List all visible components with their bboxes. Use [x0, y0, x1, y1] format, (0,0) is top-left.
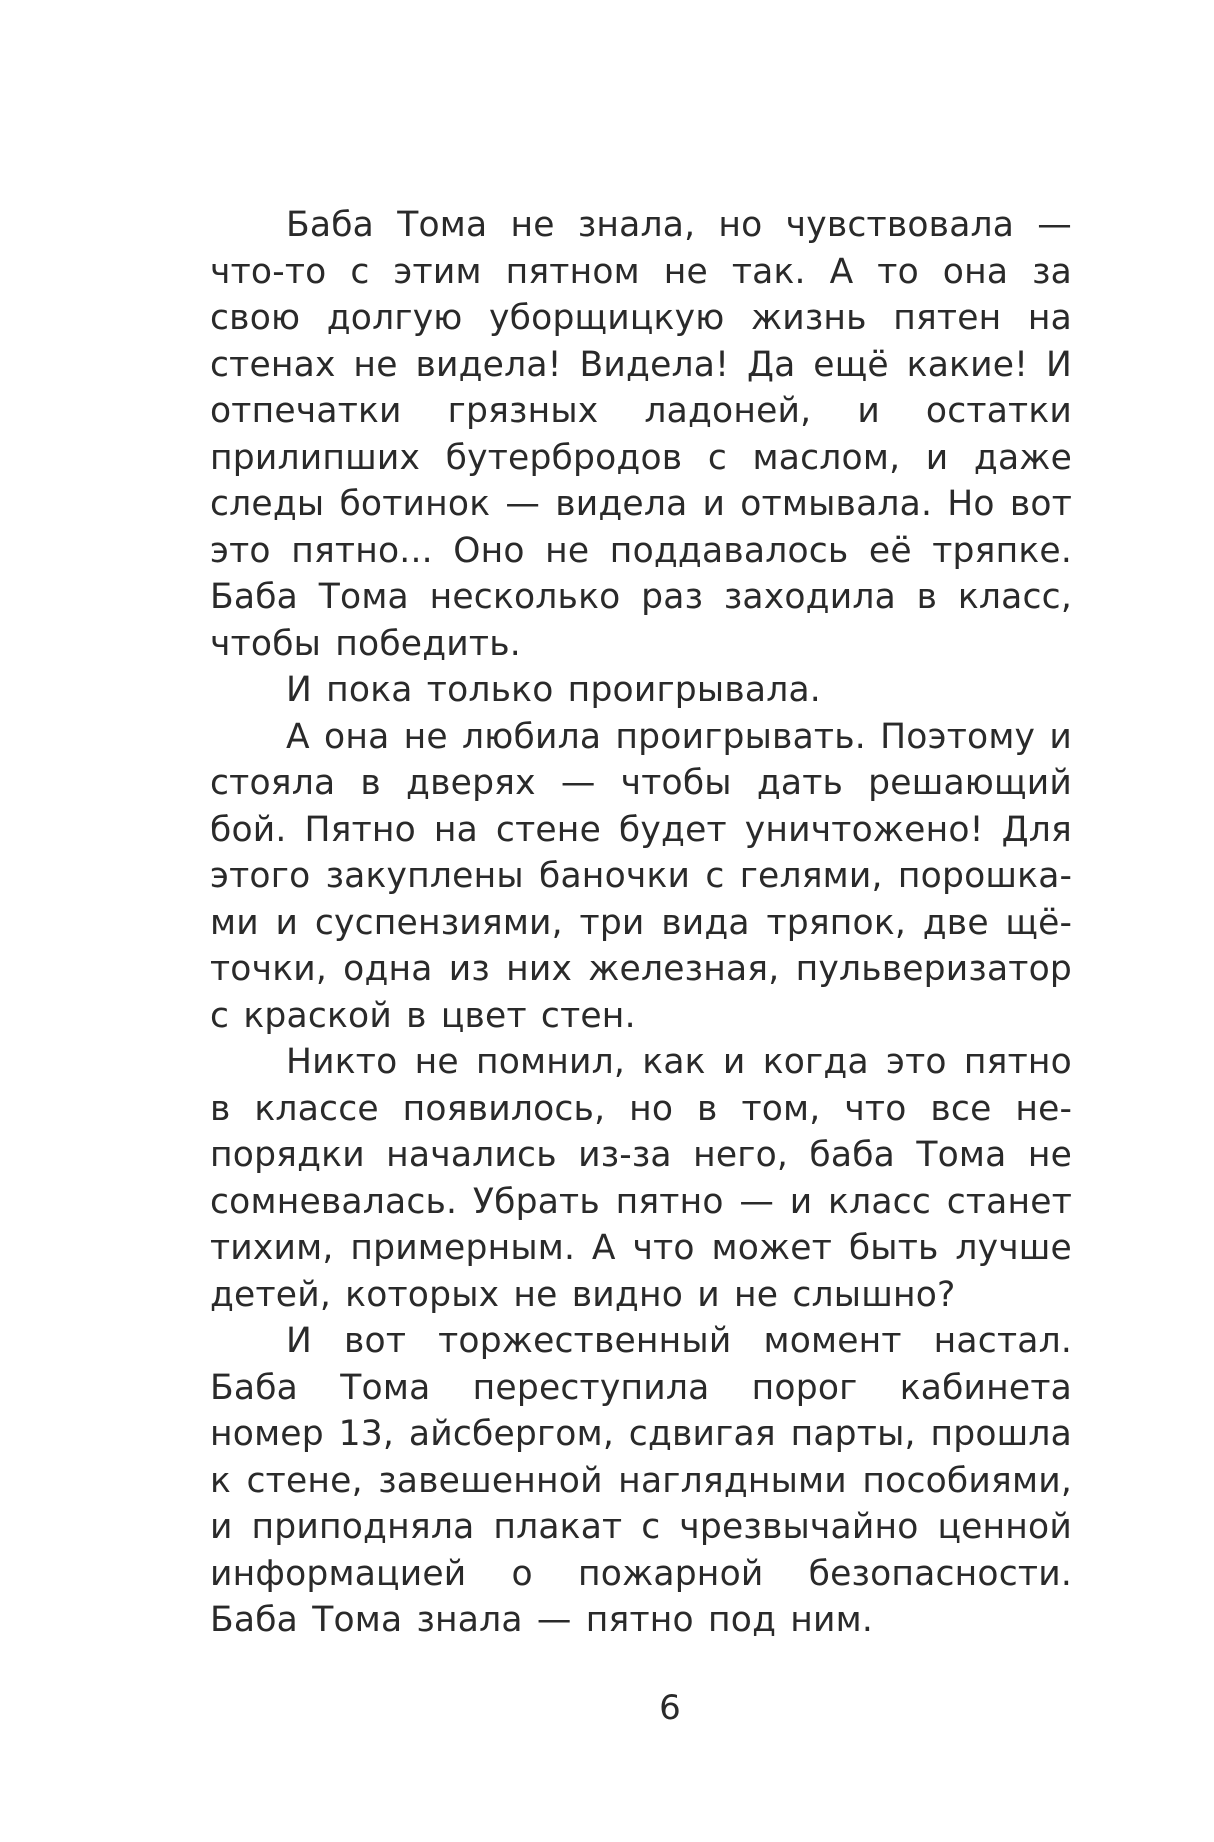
paragraph: И пока только проигрывала. — [286, 670, 821, 710]
page-number: 6 — [659, 1688, 681, 1728]
paragraph: Никто не помнил, как и когда это пятно в классе появилось, но в том, что все непорядки начались из-за него, баба Тома не сомневалась. Убрать пятно — и класс станет тихим, примерным. А что может быть лучше детей, которых не видно и не слышно? — [210, 1042, 1072, 1315]
paragraph: Баба Тома не знала, но чувствовала — что-то с этим пятном не так. А то она за свою долгую уборщицкую жизнь пятен на стенах не видела! Видела! Да ещё какие! И отпечатки грязных ладоней, и остатки прилипших бутербродов с маслом, и даже следы ботинок — видела и отмывала. Но вот это пятно... Оно не поддавалось её тряпке. Баба Тома несколько раз заходила в класс, чтобы победить. — [210, 205, 1072, 664]
paragraph: И вот торжественный момент настал. Баба Тома переступила порог кабинета номер 13, айсбергом, сдвигая парты, прошла к стене, завешенной наглядными пособиями, и приподняла плакат с чрезвычайно ценной информацией о пожарной безопасности. Баба Тома знала — пятно под ним. — [210, 1321, 1072, 1640]
paragraph: А она не любила проигрывать. Поэтому и стояла в дверях — чтобы дать решающий бой. Пятно на стене будет уничтожено! Для этого закуплены баночки с гелями, порошками и суспензиями, три вида тряпок, две щёточки, одна из них железная, пульверизатор с краской в цвет стен. — [210, 716, 1072, 1036]
body-text — [210, 202, 1072, 1644]
